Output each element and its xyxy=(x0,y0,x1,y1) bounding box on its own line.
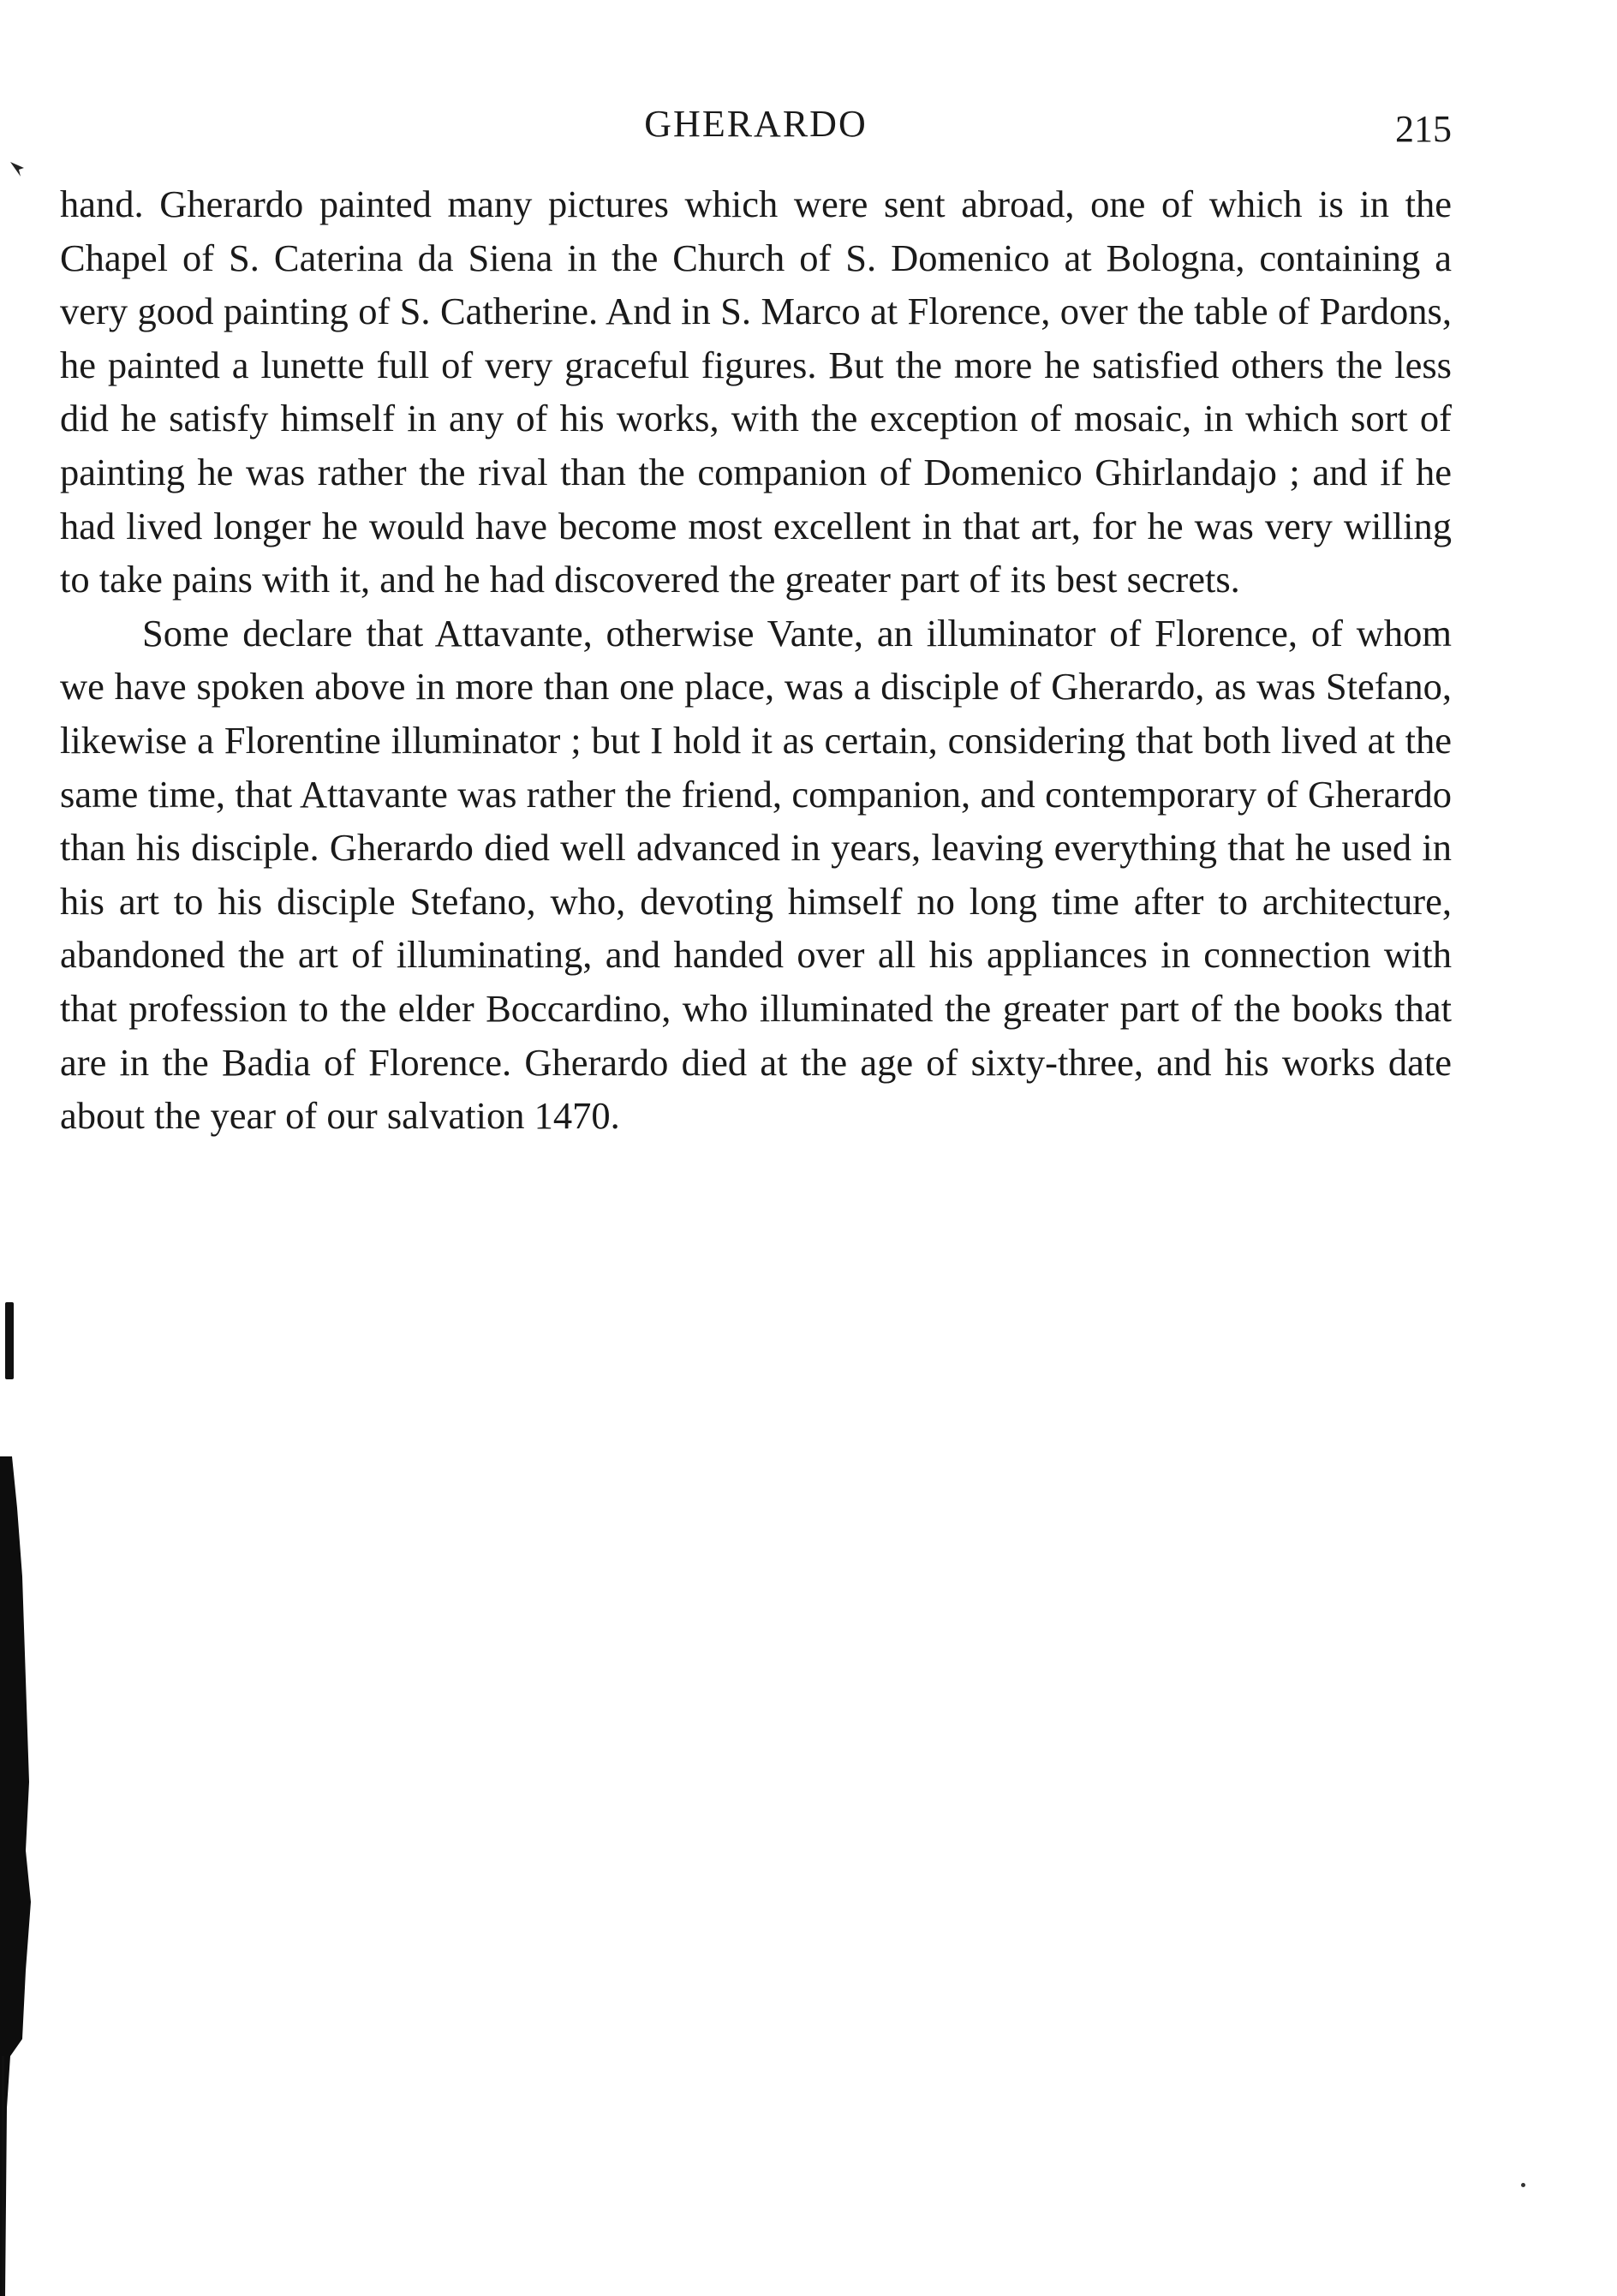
binding-shadow xyxy=(0,1456,34,2296)
paragraph-continued: hand. Gherardo painted many pictures which were sent abroad, one of which is in the Chapel of S. Caterina da Siena in the Church of S. Domenico at Bologna, containing a very good painting of S. Catherine. And in S. Marco at Florence, over the table of Pardons, he painted a lunette full of very graceful figures. But the more he satisfied others the less did he satisfy himself in any of his works, with the exception of mosaic, in which sort of painting he was rather the rival than the companion of Domenico Ghirlandajo ; and if he had lived longer he would have become most excellent in that art, for he was very willing to take pains with it, and he had discovered the greater part of its best secrets. xyxy=(60,182,1452,601)
running-head xyxy=(60,94,1452,154)
scan-dot xyxy=(1521,2183,1525,2187)
binding-mark xyxy=(5,1302,14,1379)
scan-mark xyxy=(9,159,27,178)
running-title: GHERARDO xyxy=(644,103,868,145)
body-text xyxy=(60,177,1452,1143)
paragraph: Some declare that Attavante, otherwise Vante, an illuminator of Florence, of whom we have spoken above in more than one place, was a disciple of Gherardo, as was Stefano, likewise a Florentine illuminator ; but I hold it as certain, considering that both lived at the same time, that Attavante was rather the friend, companion, and contemporary of Gherardo than his disciple. Gherardo died well advanced in years, leaving everything that he used in his art to his disciple Stefano, who, devoting himself no long time after to architecture, abandoned the art of illuminating, and handed over all his appliances in connection with that profession to the elder Boccardino, who illuminated the greater part of the books that are in the Badia of Florence. Gherardo died at the age of sixty-three, and his works date about the year of our salvation 1470. xyxy=(60,611,1452,1138)
page-number: 215 xyxy=(1395,108,1452,150)
